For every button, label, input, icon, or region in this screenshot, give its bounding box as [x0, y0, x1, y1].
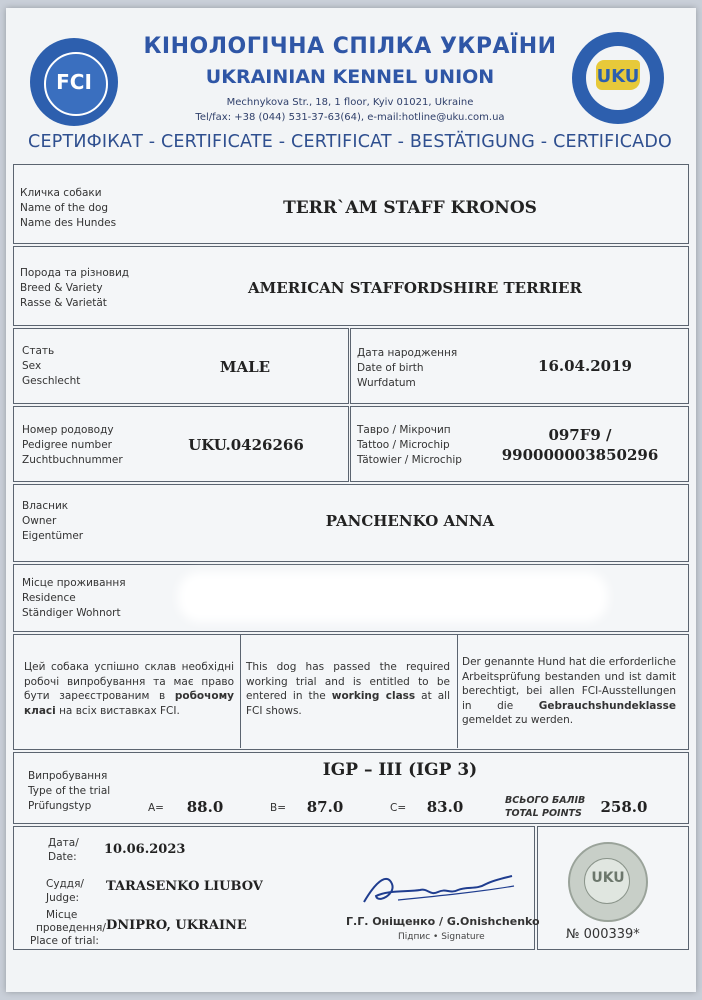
statement-ukrainian: Цей собака успішно склав необхідні робочі випробування та має право бути зареєстрованим в робочому класі на всіх виставках FCI.	[24, 661, 234, 717]
sex-value: MALE	[219, 358, 271, 376]
tattoo-value-line1: 097F9 /	[548, 426, 612, 444]
tattoo-label-ua: Тавро / Мікрочип	[357, 424, 451, 436]
score-a-value: 88.0	[186, 798, 224, 816]
pedigree-label-de: Zuchtbuchnummer	[22, 454, 123, 466]
date-label-ua: Дата/	[48, 837, 79, 849]
score-c-label: C=	[390, 802, 407, 814]
score-b-label: B=	[270, 802, 287, 814]
hologram-seal-text: UKU	[591, 870, 625, 886]
dog-name-label-ua: Кличка собаки	[20, 187, 102, 199]
statement-german: Der genannte Hund hat die erforderliche Arbeitsprüfung bestanden und ist damit berechtigt, bei allen FCI-Ausstellungen in die Gebrauchshundeklasse gemeldet zu werden.	[462, 656, 676, 726]
breed-label-de: Rasse & Varietät	[20, 297, 107, 309]
judge-label-en: Judge:	[46, 892, 80, 904]
breed-label-en: Breed & Variety	[20, 282, 103, 294]
place-label-ua-2: проведення/	[36, 922, 106, 934]
dob-label-en: Date of birth	[357, 362, 424, 374]
total-label-ua: ВСЬОГО БАЛІВ	[505, 795, 586, 806]
uku-logo-text: UKU	[596, 66, 640, 87]
residence-label-de: Ständiger Wohnort	[22, 607, 121, 619]
residence-label-en: Residence	[22, 592, 76, 604]
date-value: 10.06.2023	[104, 842, 186, 857]
tattoo-label-de: Tätowier / Microchip	[357, 454, 462, 466]
certificate-heading: СЕРТИФІКАТ - CERTIFICATE - CERTIFICAT - BESTÄTIGUNG - CERTIFICADO	[28, 132, 672, 152]
place-value: DNIPRO, UKRAINE	[106, 918, 247, 933]
judge-label-ua: Суддя/	[46, 878, 84, 890]
score-a-label: A=	[148, 802, 164, 814]
dob-label-ua: Дата народження	[357, 347, 458, 359]
place-label-en: Place of trial:	[30, 935, 99, 947]
pedigree-value: UKU.0426266	[188, 436, 304, 454]
breed-value: AMERICAN STAFFORDSHIRE TERRIER	[248, 279, 582, 297]
fci-logo	[30, 38, 118, 126]
hologram-seal	[568, 842, 648, 922]
fci-logo-text: FCI	[56, 70, 92, 94]
sex-label-de: Geschlecht	[22, 375, 81, 387]
pedigree-label-ua: Номер родоводу	[22, 424, 114, 436]
owner-label-ua: Власник	[22, 500, 69, 512]
date-label-en: Date:	[48, 851, 77, 863]
pedigree-label-en: Pedigree number	[22, 439, 112, 451]
dog-name-label-en: Name of the dog	[20, 202, 109, 214]
signer-name: Г.Г. Оніщенко / G.Onishchenko	[346, 915, 540, 928]
trial-label-en: Type of the trial	[28, 785, 111, 797]
statement-english: This dog has passed the required working trial and is entitled to be entered in the working class at all FCI shows.	[246, 661, 450, 717]
dog-name-label-de: Name des Hundes	[20, 217, 117, 229]
total-value: 258.0	[600, 798, 648, 816]
trial-label-de: Prüfungstyp	[28, 800, 92, 812]
certificate-number: № 000339*	[566, 927, 640, 942]
judge-value: TARASENKO LIUBOV	[106, 879, 263, 894]
owner-label-en: Owner	[22, 515, 57, 527]
dog-name-value: TERR`AM STAFF KRONOS	[283, 198, 537, 218]
breed-label-ua: Порода та різновид	[20, 267, 130, 279]
residence-label-ua: Місце проживання	[22, 577, 126, 589]
tattoo-label-en: Tattoo / Microchip	[357, 439, 450, 451]
sex-label-en: Sex	[22, 360, 42, 372]
contacts-line: Tel/fax: +38 (044) 531-37-63(64), e-mail:hotline@uku.com.ua	[195, 112, 505, 123]
signature-icon	[358, 870, 518, 910]
dob-label-de: Wurfdatum	[357, 377, 416, 389]
owner-value: PANCHENKO ANNA	[325, 512, 495, 530]
signature-caption: Підпис • Signature	[398, 932, 485, 942]
tattoo-value-line2: 990000003850296	[501, 446, 659, 464]
score-c-value: 83.0	[426, 798, 464, 816]
title-english: UKRAINIAN KENNEL UNION	[205, 66, 495, 88]
sex-label-ua: Стать	[22, 345, 55, 357]
trial-label-ua: Випробування	[28, 770, 108, 782]
redacted-residence	[186, 580, 600, 614]
owner-label-de: Eigentümer	[22, 530, 84, 542]
total-label-en: TOTAL POINTS	[505, 808, 582, 819]
address-line: Mechnykova Str., 18, 1 floor, Kyiv 01021, Ukraine	[226, 97, 474, 108]
title-ukrainian: КІНОЛОГІЧНА СПІЛКА УКРАЇНИ	[143, 34, 557, 59]
uku-logo	[572, 32, 664, 124]
trial-type-value: IGP – III (IGP 3)	[322, 760, 478, 780]
dob-value: 16.04.2019	[538, 357, 632, 375]
place-label-ua-1: Місце	[46, 909, 78, 921]
score-b-value: 87.0	[306, 798, 344, 816]
